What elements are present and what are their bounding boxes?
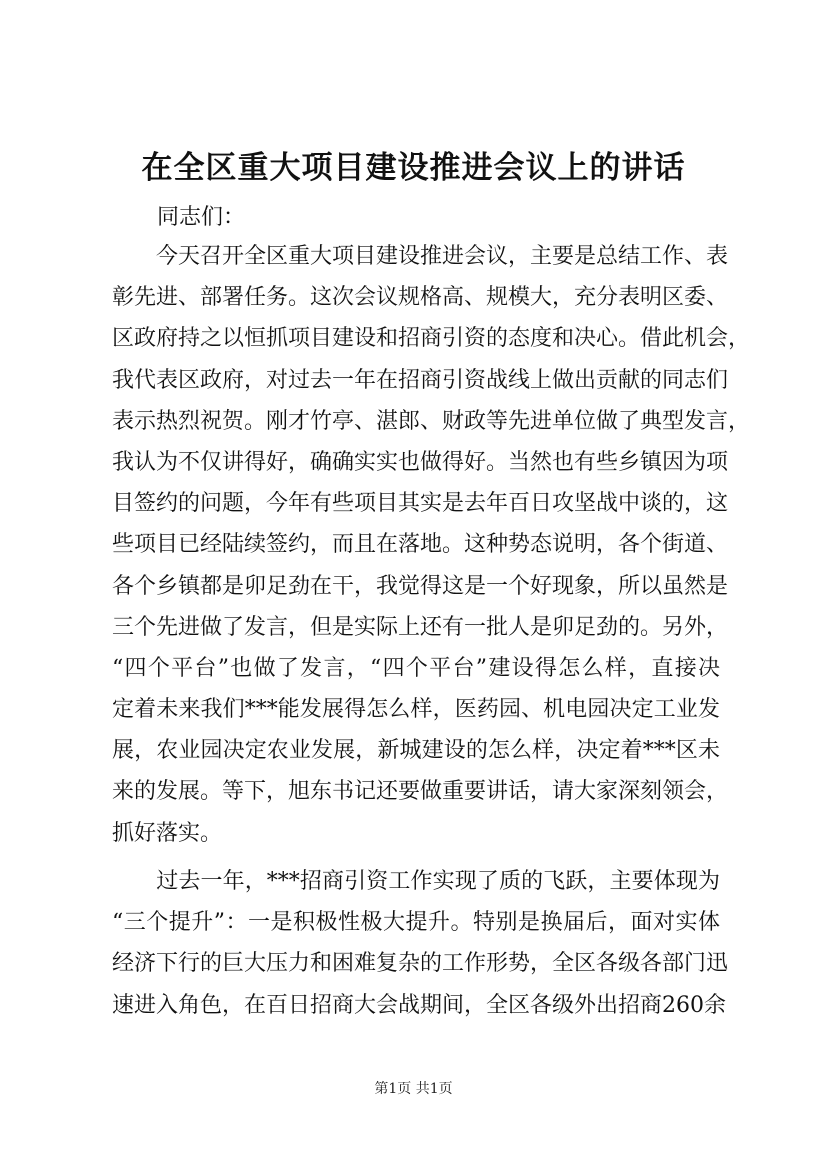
text-line: 我代表区政府，对过去一年在招商引资战线上做出贡献的同志们: [112, 367, 729, 393]
text-line: “三个提升”：一是积极性极大提升。特别是换届后，面对实体: [112, 910, 720, 936]
document-title: 在全区重大项目建设推进会议上的讲话: [141, 150, 686, 186]
text-line: 抓好落实。: [112, 820, 223, 846]
text-line: 彰先进、部署任务。这次会议规格高、规模大，充分表明区委、: [112, 285, 729, 311]
text-line: 来的发展。等下，旭东书记还要做重要讲话，请大家深刻领会，: [112, 779, 729, 805]
text-line: “四个平台”也做了发言，“四个平台”建设得怎么样，直接决: [112, 655, 720, 681]
paragraph-1: [112, 236, 751, 854]
text-line: 三个先进做了发言，但是实际上还有一批人是卯足劲的。另外，: [112, 614, 729, 640]
paragraph-2: [112, 861, 729, 1026]
greeting: 同志们：: [157, 205, 246, 230]
text-line: 我认为不仅讲得好，确确实实也做得好。当然也有些乡镇因为项: [112, 449, 729, 475]
text-line: 区政府持之以恒抓项目建设和招商引资的态度和决心。借此机会，: [112, 326, 751, 352]
page-number-footer: 第1页 共1页: [374, 1081, 453, 1097]
text-line: 各个乡镇都是卯足劲在干，我觉得这是一个好现象，所以虽然是: [112, 573, 729, 599]
text-line: 经济下行的巨大压力和困难复杂的工作形势，全区各级各部门迅: [112, 951, 729, 977]
text-line: 定着未来我们***能发展得怎么样，医药园、机电园决定工业发: [112, 697, 720, 723]
text-line: 目签约的问题，今年有些项目其实是去年百日攻坚战中谈的，这: [112, 491, 729, 517]
text-line: 今天召开全区重大项目建设推进会议，主要是总结工作、表: [112, 244, 729, 269]
text-line: 速进入角色，在百日招商大会战期间，全区各级外出招商260余: [112, 992, 726, 1018]
text-line: 过去一年，***招商引资工作实现了质的飞跃，主要体现为: [112, 869, 720, 894]
text-line: 表示热烈祝贺。刚才竹亭、湛郎、财政等先进单位做了典型发言，: [112, 408, 751, 434]
text-line: 展，农业园决定农业发展，新城建设的怎么样，决定着***区未: [112, 738, 720, 764]
text-line: 些项目已经陆续签约，而且在落地。这种势态说明，各个街道、: [112, 532, 729, 558]
